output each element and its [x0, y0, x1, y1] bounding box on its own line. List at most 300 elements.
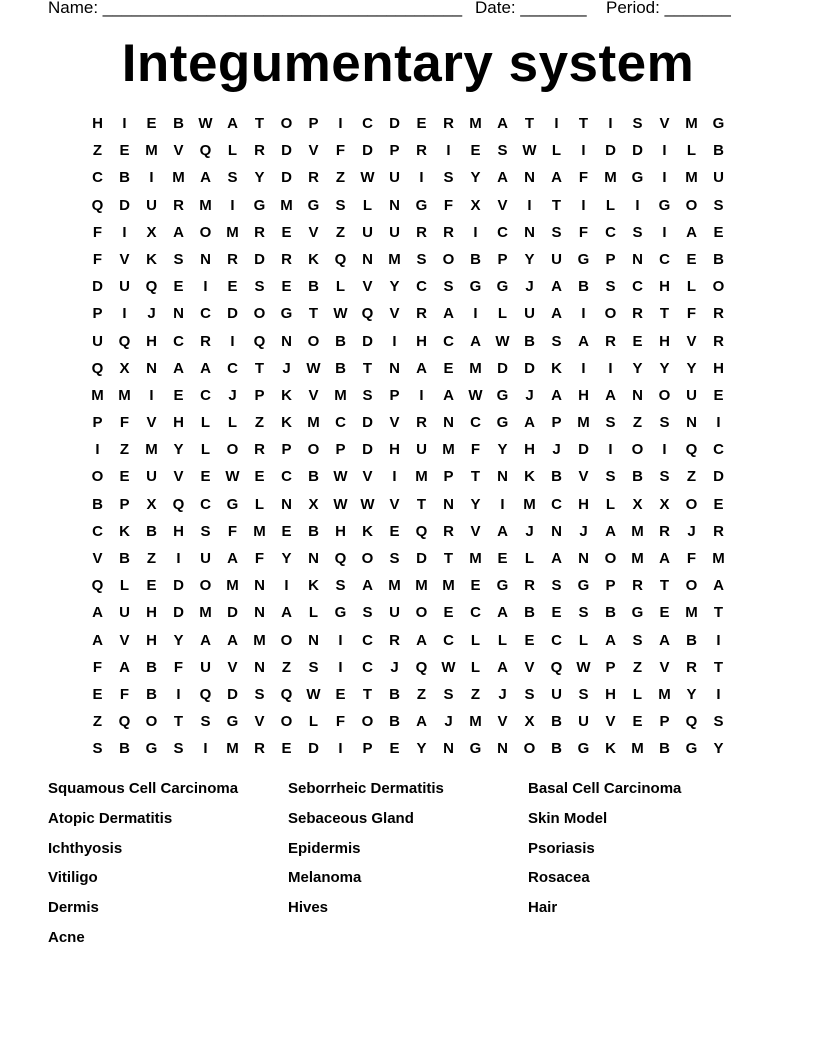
grid-letter[interactable]: C	[605, 223, 616, 241]
grid-letter[interactable]: Y	[524, 250, 535, 268]
grid-letter[interactable]: C	[551, 631, 562, 649]
grid-letter[interactable]: O	[712, 278, 725, 296]
grid-letter[interactable]: G	[631, 604, 644, 622]
grid-letter[interactable]: D	[119, 196, 130, 214]
grid-letter[interactable]: K	[281, 414, 292, 432]
grid-letter[interactable]: J	[579, 522, 588, 540]
grid-letter[interactable]: A	[173, 359, 184, 377]
grid-letter[interactable]: D	[362, 441, 373, 459]
grid-letter[interactable]: I	[635, 196, 640, 214]
grid-letter[interactable]: M	[145, 142, 158, 160]
grid-letter[interactable]: W	[225, 468, 240, 486]
grid-letter[interactable]: R	[632, 305, 643, 323]
grid-letter[interactable]: I	[581, 305, 586, 323]
grid-letter[interactable]: Q	[415, 658, 428, 676]
grid-letter[interactable]: U	[200, 550, 211, 567]
grid-letter[interactable]: S	[173, 740, 184, 758]
grid-letter[interactable]: V	[578, 468, 589, 486]
grid-letter[interactable]: G	[226, 495, 239, 513]
grid-letter[interactable]: W	[306, 685, 321, 703]
grid-letter[interactable]: H	[146, 332, 157, 350]
grid-letter[interactable]: K	[281, 386, 292, 404]
grid-letter[interactable]: D	[632, 142, 643, 160]
grid-letter[interactable]: V	[308, 223, 319, 241]
grid-letter[interactable]: I	[446, 142, 451, 160]
grid-letter[interactable]: Q	[334, 250, 347, 268]
grid-letter[interactable]: O	[361, 550, 374, 567]
grid-letter[interactable]: D	[227, 604, 238, 622]
grid-letter[interactable]: G	[307, 196, 320, 214]
grid-letter[interactable]: A	[200, 359, 211, 377]
grid-letter[interactable]: N	[173, 305, 184, 323]
grid-letter[interactable]: V	[362, 278, 373, 296]
grid-letter[interactable]: M	[226, 740, 239, 758]
grid-letter[interactable]: Y	[470, 495, 481, 513]
grid-letter[interactable]: E	[632, 713, 643, 731]
grid-letter[interactable]: E	[713, 386, 724, 404]
grid-letter[interactable]: Y	[173, 631, 184, 649]
grid-letter[interactable]: N	[389, 196, 400, 214]
grid-letter[interactable]: F	[578, 223, 589, 241]
grid-letter[interactable]: A	[92, 604, 103, 622]
grid-letter[interactable]: I	[122, 305, 127, 323]
grid-letter[interactable]: Q	[253, 332, 266, 350]
grid-letter[interactable]: L	[551, 142, 562, 160]
grid-letter[interactable]: T	[551, 196, 562, 214]
grid-letter[interactable]: N	[200, 250, 211, 268]
grid-letter[interactable]: H	[173, 522, 184, 540]
grid-letter[interactable]: J	[687, 522, 696, 540]
grid-letter[interactable]: O	[361, 713, 374, 731]
grid-letter[interactable]: G	[469, 740, 482, 758]
grid-letter[interactable]: F	[92, 250, 103, 268]
grid-letter[interactable]: E	[281, 278, 292, 296]
grid-letter[interactable]: A	[416, 631, 427, 649]
grid-letter[interactable]: L	[686, 278, 697, 296]
grid-letter[interactable]: P	[281, 441, 292, 459]
grid-letter[interactable]: C	[632, 278, 643, 296]
grid-letter[interactable]: I	[662, 169, 667, 187]
grid-letter[interactable]: P	[659, 713, 670, 731]
grid-letter[interactable]: P	[551, 414, 562, 432]
grid-letter[interactable]: M	[442, 441, 455, 459]
grid-letter[interactable]: D	[389, 115, 400, 132]
grid-letter[interactable]: R	[254, 142, 265, 160]
grid-letter[interactable]: A	[551, 386, 562, 404]
grid-letter[interactable]: M	[469, 550, 482, 567]
grid-letter[interactable]: X	[632, 495, 643, 513]
grid-letter[interactable]: R	[254, 223, 265, 241]
grid-letter[interactable]: B	[632, 468, 643, 486]
grid-letter[interactable]: V	[254, 713, 265, 731]
grid-letter[interactable]: A	[497, 115, 508, 132]
grid-letter[interactable]: V	[92, 550, 103, 567]
grid-letter[interactable]: S	[335, 196, 346, 214]
grid-letter[interactable]: Q	[91, 196, 104, 214]
grid-letter[interactable]: V	[659, 115, 670, 132]
grid-letter[interactable]: S	[443, 685, 454, 703]
grid-letter[interactable]: M	[631, 522, 644, 540]
grid-letter[interactable]: E	[281, 522, 292, 540]
grid-letter[interactable]: S	[497, 142, 508, 160]
grid-letter[interactable]: J	[552, 441, 561, 459]
grid-letter[interactable]: M	[280, 196, 293, 214]
grid-letter[interactable]: S	[605, 278, 616, 296]
grid-letter[interactable]: N	[254, 604, 265, 622]
grid-letter[interactable]: A	[497, 604, 508, 622]
grid-letter[interactable]: M	[469, 359, 482, 377]
grid-letter[interactable]: T	[524, 115, 535, 132]
grid-letter[interactable]: Y	[254, 169, 265, 187]
grid-letter[interactable]: I	[554, 115, 559, 132]
grid-letter[interactable]: Y	[686, 685, 697, 703]
grid-letter[interactable]: K	[119, 522, 130, 540]
grid-letter[interactable]: O	[253, 305, 266, 323]
grid-letter[interactable]: N	[281, 332, 292, 350]
grid-letter[interactable]: I	[500, 495, 505, 513]
grid-letter[interactable]: T	[416, 495, 427, 513]
grid-letter[interactable]: R	[227, 250, 238, 268]
grid-letter[interactable]: B	[335, 359, 346, 377]
grid-letter[interactable]: P	[92, 305, 103, 323]
grid-letter[interactable]: G	[496, 386, 509, 404]
grid-letter[interactable]: G	[334, 604, 347, 622]
grid-letter[interactable]: E	[200, 468, 211, 486]
grid-letter[interactable]: E	[470, 577, 481, 595]
grid-letter[interactable]: A	[605, 631, 616, 649]
grid-letter[interactable]: I	[392, 332, 397, 350]
grid-letter[interactable]: N	[443, 414, 454, 432]
grid-letter[interactable]: I	[284, 577, 289, 595]
date-field-label[interactable]: Date: _______	[475, 0, 587, 17]
grid-letter[interactable]: C	[362, 658, 373, 676]
grid-letter[interactable]: P	[605, 250, 616, 268]
grid-letter[interactable]: F	[92, 658, 103, 676]
grid-letter[interactable]: T	[308, 305, 319, 323]
grid-letter[interactable]: R	[173, 196, 184, 214]
grid-letter[interactable]: O	[442, 250, 455, 268]
grid-letter[interactable]: R	[416, 142, 427, 160]
grid-letter[interactable]: S	[659, 414, 670, 432]
grid-letter[interactable]: V	[389, 305, 400, 323]
grid-letter[interactable]: X	[470, 196, 481, 214]
grid-letter[interactable]: W	[495, 332, 510, 350]
grid-letter[interactable]: V	[389, 495, 400, 513]
grid-letter[interactable]: L	[632, 685, 643, 703]
grid-letter[interactable]: T	[443, 550, 454, 567]
grid-letter[interactable]: S	[92, 740, 103, 758]
grid-letter[interactable]: D	[308, 740, 319, 758]
grid-letter[interactable]: B	[119, 740, 130, 758]
grid-letter[interactable]: R	[416, 414, 427, 432]
grid-letter[interactable]: A	[713, 577, 724, 595]
grid-letter[interactable]: G	[658, 196, 671, 214]
grid-letter[interactable]: Y	[416, 740, 427, 758]
grid-letter[interactable]: B	[686, 631, 697, 649]
grid-letter[interactable]: C	[362, 115, 373, 132]
grid-letter[interactable]: L	[578, 631, 589, 649]
grid-letter[interactable]: U	[389, 169, 400, 187]
grid-letter[interactable]: U	[713, 169, 724, 187]
grid-letter[interactable]: N	[281, 495, 292, 513]
grid-letter[interactable]: E	[119, 142, 130, 160]
grid-letter[interactable]: M	[685, 604, 698, 622]
grid-letter[interactable]: K	[605, 740, 616, 758]
grid-letter[interactable]: I	[608, 441, 613, 459]
grid-letter[interactable]: I	[122, 115, 127, 132]
grid-letter[interactable]: F	[119, 685, 130, 703]
grid-letter[interactable]: M	[226, 577, 239, 595]
grid-letter[interactable]: Y	[632, 359, 643, 377]
grid-letter[interactable]: E	[551, 604, 562, 622]
grid-letter[interactable]: U	[119, 604, 130, 622]
grid-letter[interactable]: F	[443, 196, 454, 214]
grid-letter[interactable]: G	[685, 740, 698, 758]
grid-letter[interactable]: B	[470, 250, 481, 268]
grid-letter[interactable]: O	[280, 631, 293, 649]
grid-letter[interactable]: I	[662, 223, 667, 241]
grid-letter[interactable]: G	[577, 250, 590, 268]
grid-letter[interactable]: H	[146, 604, 157, 622]
grid-letter[interactable]: D	[524, 359, 535, 377]
grid-letter[interactable]: H	[524, 441, 535, 459]
grid-letter[interactable]: I	[338, 115, 343, 132]
grid-letter[interactable]: H	[173, 414, 184, 432]
grid-letter[interactable]: H	[335, 522, 346, 540]
grid-letter[interactable]: V	[389, 414, 400, 432]
grid-letter[interactable]: X	[119, 359, 130, 377]
grid-letter[interactable]: Z	[416, 685, 427, 703]
grid-letter[interactable]: I	[176, 550, 181, 567]
grid-letter[interactable]: J	[525, 278, 534, 296]
grid-letter[interactable]: I	[608, 115, 613, 132]
grid-letter[interactable]: W	[522, 142, 537, 160]
grid-letter[interactable]: B	[146, 685, 157, 703]
grid-letter[interactable]: N	[254, 577, 265, 595]
grid-letter[interactable]: A	[578, 332, 589, 350]
grid-letter[interactable]: U	[146, 196, 157, 214]
grid-letter[interactable]: F	[686, 305, 697, 323]
grid-letter[interactable]: H	[605, 685, 616, 703]
grid-letter[interactable]: Z	[146, 550, 157, 567]
grid-letter[interactable]: G	[226, 713, 239, 731]
grid-letter[interactable]: B	[389, 685, 400, 703]
grid-letter[interactable]: U	[524, 305, 535, 323]
grid-letter[interactable]: L	[254, 495, 265, 513]
grid-letter[interactable]: J	[147, 305, 156, 323]
grid-letter[interactable]: M	[469, 713, 482, 731]
grid-letter[interactable]: U	[551, 685, 562, 703]
grid-letter[interactable]: M	[523, 495, 536, 513]
grid-letter[interactable]: D	[713, 468, 724, 486]
grid-letter[interactable]: B	[146, 522, 157, 540]
grid-letter[interactable]: I	[581, 142, 586, 160]
grid-letter[interactable]: Q	[118, 332, 131, 350]
grid-letter[interactable]: R	[254, 740, 265, 758]
grid-letter[interactable]: W	[360, 495, 375, 513]
grid-letter[interactable]: K	[308, 250, 319, 268]
grid-letter[interactable]: V	[497, 713, 508, 731]
grid-letter[interactable]: T	[659, 305, 670, 323]
grid-letter[interactable]: O	[658, 386, 671, 404]
grid-letter[interactable]: V	[686, 332, 697, 350]
grid-letter[interactable]: L	[227, 142, 238, 160]
grid-letter[interactable]: O	[604, 305, 617, 323]
grid-letter[interactable]: L	[605, 196, 616, 214]
grid-letter[interactable]: F	[470, 441, 481, 459]
grid-letter[interactable]: N	[308, 631, 319, 649]
grid-letter[interactable]: L	[497, 631, 508, 649]
grid-letter[interactable]: W	[576, 658, 591, 676]
grid-letter[interactable]: Q	[334, 550, 347, 567]
grid-letter[interactable]: R	[443, 115, 454, 132]
grid-letter[interactable]: B	[389, 713, 400, 731]
grid-letter[interactable]: C	[92, 169, 103, 187]
grid-letter[interactable]: D	[497, 359, 508, 377]
grid-letter[interactable]: Q	[199, 685, 212, 703]
grid-letter[interactable]: F	[119, 414, 130, 432]
grid-letter[interactable]: I	[338, 631, 343, 649]
grid-letter[interactable]: A	[173, 223, 184, 241]
grid-letter[interactable]: T	[173, 713, 184, 731]
grid-letter[interactable]: E	[524, 631, 535, 649]
grid-letter[interactable]: E	[254, 468, 265, 486]
grid-letter[interactable]: L	[362, 196, 373, 214]
grid-letter[interactable]: B	[605, 604, 616, 622]
grid-letter[interactable]: Z	[335, 223, 346, 241]
grid-letter[interactable]: H	[92, 115, 103, 132]
grid-letter[interactable]: C	[443, 631, 454, 649]
grid-letter[interactable]: V	[524, 658, 535, 676]
grid-letter[interactable]: I	[203, 740, 208, 758]
grid-letter[interactable]: V	[308, 142, 319, 160]
grid-letter[interactable]: U	[551, 250, 562, 268]
grid-letter[interactable]: I	[392, 468, 397, 486]
grid-letter[interactable]: A	[524, 414, 535, 432]
grid-letter[interactable]: W	[306, 359, 321, 377]
grid-letter[interactable]: M	[199, 196, 212, 214]
grid-letter[interactable]: C	[173, 332, 184, 350]
grid-letter[interactable]: O	[199, 223, 212, 241]
grid-letter[interactable]: M	[91, 386, 104, 404]
grid-letter[interactable]: R	[713, 522, 724, 540]
grid-letter[interactable]: W	[468, 386, 483, 404]
grid-letter[interactable]: N	[308, 550, 319, 567]
grid-letter[interactable]: C	[659, 250, 670, 268]
grid-letter[interactable]: E	[659, 604, 670, 622]
grid-letter[interactable]: C	[362, 631, 373, 649]
grid-letter[interactable]: S	[362, 604, 373, 622]
grid-letter[interactable]: A	[119, 658, 130, 676]
grid-letter[interactable]: R	[416, 223, 427, 241]
grid-letter[interactable]: S	[713, 196, 724, 214]
grid-letter[interactable]: C	[281, 468, 292, 486]
grid-letter[interactable]: Q	[199, 142, 212, 160]
grid-letter[interactable]: B	[146, 658, 157, 676]
grid-letter[interactable]: G	[631, 169, 644, 187]
grid-letter[interactable]: V	[119, 631, 130, 649]
grid-letter[interactable]: J	[498, 685, 507, 703]
grid-letter[interactable]: N	[578, 550, 589, 567]
grid-letter[interactable]: J	[525, 386, 534, 404]
grid-letter[interactable]: R	[524, 577, 535, 595]
grid-letter[interactable]: I	[716, 631, 721, 649]
grid-letter[interactable]: H	[146, 631, 157, 649]
grid-letter[interactable]: A	[659, 550, 670, 567]
grid-letter[interactable]: G	[253, 196, 266, 214]
grid-letter[interactable]: E	[713, 223, 724, 241]
grid-letter[interactable]: M	[658, 685, 671, 703]
grid-letter[interactable]: L	[470, 631, 481, 649]
grid-letter[interactable]: E	[227, 278, 238, 296]
grid-letter[interactable]: M	[685, 169, 698, 187]
grid-letter[interactable]: N	[551, 522, 562, 540]
grid-letter[interactable]: O	[307, 441, 320, 459]
grid-letter[interactable]: P	[362, 740, 373, 758]
grid-letter[interactable]: O	[280, 713, 293, 731]
grid-letter[interactable]: I	[716, 414, 721, 432]
grid-letter[interactable]: D	[281, 142, 292, 160]
grid-letter[interactable]: M	[388, 250, 401, 268]
grid-letter[interactable]: F	[173, 658, 184, 676]
grid-letter[interactable]: A	[200, 631, 211, 649]
grid-letter[interactable]: G	[496, 414, 509, 432]
grid-letter[interactable]: H	[416, 332, 427, 350]
grid-letter[interactable]: E	[281, 223, 292, 241]
grid-letter[interactable]: W	[333, 305, 348, 323]
grid-letter[interactable]: M	[415, 577, 428, 595]
grid-letter[interactable]: P	[254, 386, 265, 404]
grid-letter[interactable]: E	[146, 577, 157, 595]
grid-letter[interactable]: A	[551, 169, 562, 187]
grid-letter[interactable]: C	[497, 223, 508, 241]
grid-letter[interactable]: C	[443, 332, 454, 350]
grid-letter[interactable]: F	[686, 550, 697, 567]
grid-letter[interactable]: L	[119, 577, 130, 595]
grid-letter[interactable]: O	[523, 740, 536, 758]
grid-letter[interactable]: T	[659, 577, 670, 595]
grid-letter[interactable]: H	[578, 495, 589, 513]
grid-letter[interactable]: E	[443, 604, 454, 622]
grid-letter[interactable]: X	[659, 495, 670, 513]
grid-letter[interactable]: C	[200, 305, 211, 323]
grid-letter[interactable]: B	[551, 740, 562, 758]
grid-letter[interactable]: T	[254, 359, 265, 377]
grid-letter[interactable]: D	[227, 305, 238, 323]
grid-letter[interactable]: F	[335, 142, 346, 160]
grid-letter[interactable]: O	[91, 468, 104, 486]
grid-letter[interactable]: S	[578, 604, 589, 622]
grid-letter[interactable]: N	[443, 495, 454, 513]
grid-letter[interactable]: I	[419, 169, 424, 187]
grid-letter[interactable]: D	[416, 550, 427, 567]
grid-letter[interactable]: S	[200, 522, 211, 540]
grid-letter[interactable]: H	[659, 278, 670, 296]
grid-letter[interactable]: O	[604, 550, 617, 567]
grid-letter[interactable]: B	[308, 278, 319, 296]
grid-letter[interactable]: Z	[281, 658, 292, 676]
grid-letter[interactable]: M	[388, 577, 401, 595]
grid-letter[interactable]: O	[631, 441, 644, 459]
grid-letter[interactable]: S	[254, 278, 265, 296]
grid-letter[interactable]: S	[632, 631, 643, 649]
grid-letter[interactable]: W	[333, 495, 348, 513]
grid-letter[interactable]: X	[146, 495, 157, 513]
grid-letter[interactable]: L	[686, 142, 697, 160]
grid-letter[interactable]: N	[362, 250, 373, 268]
grid-letter[interactable]: S	[659, 468, 670, 486]
grid-letter[interactable]: A	[92, 631, 103, 649]
